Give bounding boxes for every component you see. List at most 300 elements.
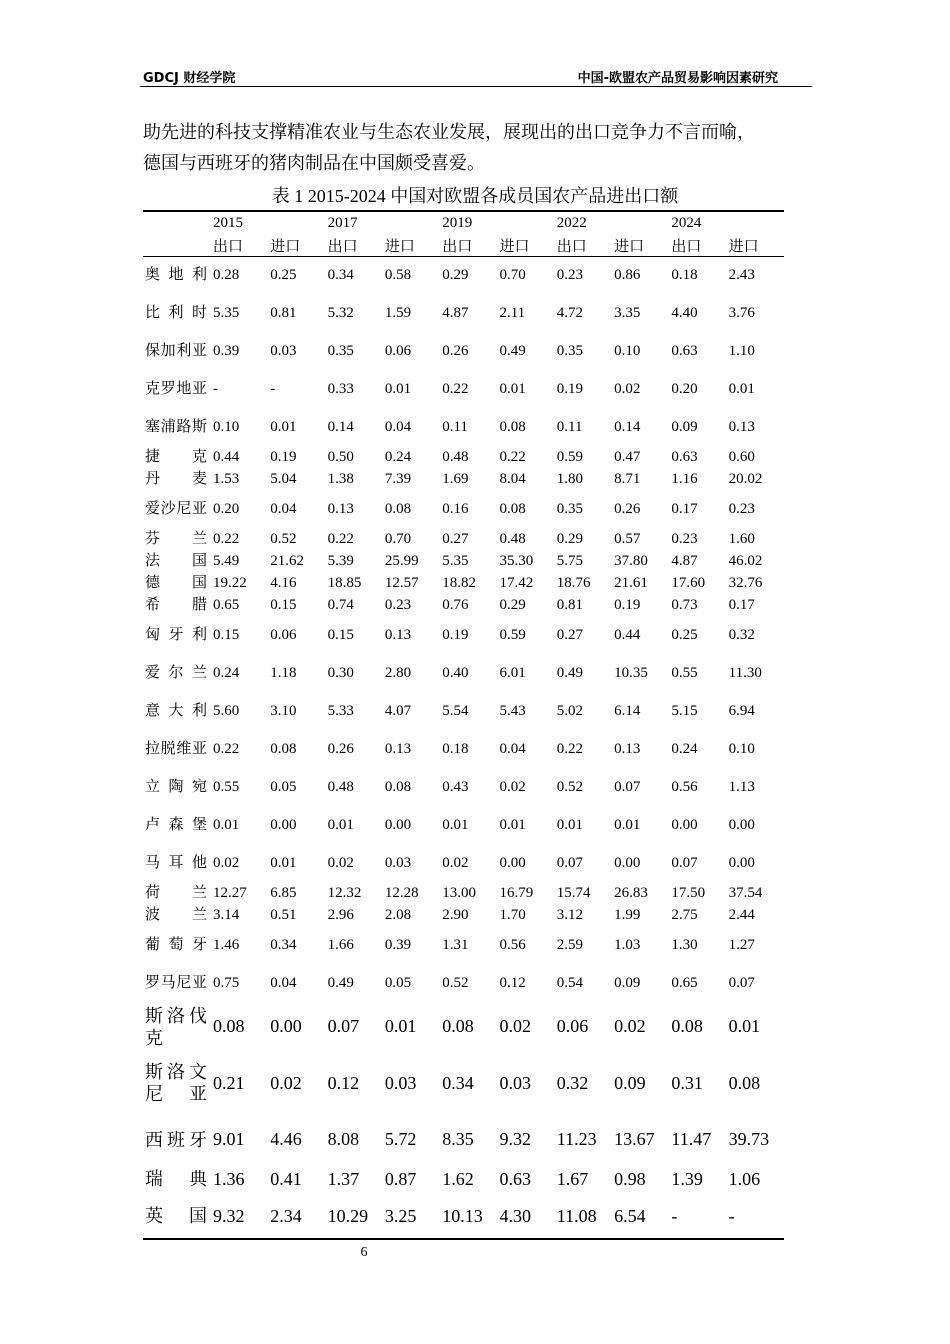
export-value: 0.01	[213, 817, 240, 833]
table-row	[143, 769, 784, 807]
export-header: 出口	[211, 234, 268, 257]
export-value: 8.35	[442, 1129, 474, 1149]
export-value: 0.21	[213, 1072, 245, 1093]
export-value: 0.30	[327, 665, 354, 681]
table-row	[143, 1051, 784, 1116]
export-value: 1.38	[327, 471, 354, 487]
import-value: 0.05	[270, 779, 297, 795]
export-value: 0.07	[671, 855, 698, 871]
country-name: 意大利	[145, 703, 207, 719]
import-value: 0.04	[270, 975, 297, 991]
country-name: 丹麦	[145, 471, 207, 487]
import-value: 16.79	[499, 885, 534, 901]
import-value: 0.81	[270, 305, 297, 321]
body-paragraph	[143, 117, 813, 179]
import-value: 0.10	[728, 741, 755, 757]
export-value: 0.26	[327, 741, 354, 757]
export-value: 15.74	[556, 885, 591, 901]
import-value: 35.30	[499, 553, 534, 569]
export-value: 0.24	[213, 665, 240, 681]
export-value: 18.85	[327, 575, 362, 591]
export-value: 0.25	[671, 627, 698, 643]
import-value: 0.14	[614, 419, 641, 435]
export-value: 0.08	[442, 1016, 474, 1036]
import-value: 0.70	[384, 531, 412, 547]
export-value: 0.56	[671, 779, 698, 795]
import-value: 0.00	[270, 1016, 302, 1036]
import-value: 0.09	[614, 1072, 646, 1093]
import-value: 1.27	[728, 937, 755, 953]
export-value: 3.14	[213, 907, 240, 923]
import-value: 1.60	[728, 531, 755, 547]
import-value: 0.01	[270, 855, 297, 871]
export-value: 5.54	[442, 703, 469, 719]
export-value: 0.34	[327, 267, 354, 284]
export-value: 2.59	[556, 937, 584, 953]
table-row	[143, 655, 784, 693]
import-value: 17.42	[499, 575, 534, 591]
export-value: 10.13	[440, 1195, 497, 1239]
import-value: 0.47	[614, 449, 641, 465]
country-name: 拉脱维亚	[145, 741, 207, 757]
export-value: 0.22	[213, 531, 240, 547]
import-value: 0.01	[270, 419, 297, 435]
import-value: 4.46	[270, 1129, 302, 1149]
year-header: 2017	[326, 211, 441, 234]
export-value: 0.06	[556, 1016, 589, 1036]
export-value: 2.90	[442, 907, 469, 923]
import-value: 0.25	[270, 267, 297, 284]
import-value: 0.04	[384, 419, 412, 435]
import-value: 1.18	[270, 665, 297, 681]
import-value: 0.59	[499, 627, 526, 643]
export-value: 0.01	[556, 817, 584, 833]
export-value: 11.47	[671, 1129, 712, 1149]
table-row	[143, 333, 784, 371]
export-value: 0.15	[213, 627, 240, 643]
table-row	[143, 965, 784, 1003]
import-value: 0.00	[728, 855, 755, 871]
export-value: 0.02	[213, 855, 240, 871]
export-value: 0.32	[556, 1072, 589, 1093]
import-value: 7.39	[384, 471, 412, 487]
import-value: 3.35	[614, 305, 641, 321]
export-value: 0.31	[671, 1072, 703, 1093]
import-value: 37.54	[728, 885, 763, 901]
export-value: 0.50	[327, 449, 354, 465]
import-value: 0.03	[384, 855, 412, 871]
import-header: 进口	[612, 234, 669, 257]
year-header: 2019	[440, 211, 555, 234]
import-value: 0.04	[499, 741, 526, 757]
year-header: 2022	[555, 211, 670, 234]
export-value: 11.23	[556, 1129, 597, 1149]
export-value: 0.19	[556, 381, 584, 397]
export-value: 0.33	[327, 381, 354, 397]
export-value: 0.63	[671, 343, 698, 359]
import-value: 0.13	[728, 419, 755, 435]
country-name: 卢森堡	[145, 817, 207, 833]
import-value: 6.85	[270, 885, 297, 901]
export-value: 0.14	[327, 419, 354, 435]
export-value: 0.24	[671, 741, 698, 757]
import-value: 6.01	[499, 665, 526, 681]
export-value: 0.07	[327, 1016, 360, 1036]
import-value: 0.19	[614, 597, 641, 613]
table-row	[143, 529, 784, 551]
export-value: 1.66	[327, 937, 354, 953]
export-value: 2.75	[671, 907, 698, 923]
export-value: 0.07	[556, 855, 584, 871]
import-header: 进口	[497, 234, 554, 257]
import-value: 12.57	[384, 575, 419, 591]
import-value: 2.34	[268, 1195, 325, 1239]
import-value: 4.07	[384, 703, 412, 719]
export-value: 0.52	[556, 779, 584, 795]
table-caption: 表 1 2015-2024 中国对欧盟各成员国农产品进出口额	[271, 186, 679, 206]
country-name: 克罗地亚	[145, 381, 207, 397]
export-value: 1.37	[327, 1168, 360, 1189]
import-value: 0.03	[499, 1072, 531, 1093]
import-value: -	[727, 1195, 784, 1239]
import-value: 0.02	[499, 1016, 531, 1036]
import-value: 0.06	[384, 343, 412, 359]
import-value: 1.70	[499, 907, 526, 923]
export-value: 1.31	[442, 937, 469, 953]
export-value: 5.02	[556, 703, 584, 719]
import-value: 0.05	[384, 975, 412, 991]
export-value: 19.22	[213, 575, 247, 591]
export-value: 0.20	[671, 381, 698, 397]
table-row	[143, 883, 784, 905]
import-value: 1.10	[728, 343, 755, 359]
export-value: 0.48	[327, 779, 354, 795]
country-name: 爱沙尼亚	[145, 501, 207, 517]
export-value: 0.22	[213, 741, 240, 757]
export-value: 0.73	[671, 597, 698, 613]
export-value: 0.08	[213, 1016, 245, 1036]
import-value: 0.01	[499, 817, 526, 833]
import-value: 0.07	[728, 975, 755, 991]
export-value: 0.11	[556, 419, 583, 435]
export-value: 0.27	[556, 627, 584, 643]
import-value: 0.13	[384, 741, 412, 757]
import-value: 0.06	[270, 627, 297, 643]
export-value: 8.08	[327, 1129, 360, 1149]
import-value: 0.00	[614, 855, 641, 871]
import-value: 0.19	[270, 449, 297, 465]
country-name: 英国	[143, 1195, 211, 1239]
import-value: 0.86	[614, 267, 641, 284]
import-value: 0.07	[614, 779, 641, 795]
import-value: 20.02	[728, 471, 763, 487]
import-value: 9.32	[499, 1129, 531, 1149]
import-value: 10.35	[614, 665, 648, 681]
import-value: 0.04	[270, 501, 297, 517]
table-row	[143, 845, 784, 883]
import-value: 12.28	[384, 885, 419, 901]
country-name: 法国	[145, 553, 207, 569]
export-value: 12.32	[327, 885, 362, 901]
export-value: 0.20	[213, 501, 240, 517]
import-value: 1.06	[728, 1168, 761, 1189]
import-value: 3.10	[270, 703, 297, 719]
import-value: 0.48	[499, 531, 526, 547]
export-value: 0.22	[442, 381, 469, 397]
import-value: 0.44	[614, 627, 641, 643]
export-value: 5.32	[327, 305, 354, 321]
table-row	[143, 295, 784, 333]
import-value: 0.02	[614, 1016, 646, 1036]
import-value: 0.56	[499, 937, 526, 953]
export-value: 0.34	[442, 1072, 474, 1093]
import-value: 25.99	[384, 553, 419, 569]
export-value: 0.35	[327, 343, 354, 359]
import-value: 0.01	[384, 381, 412, 397]
export-value: 0.10	[213, 419, 240, 435]
export-value: 3.12	[556, 907, 584, 923]
import-header: 进口	[727, 234, 784, 257]
import-value: 0.02	[270, 1072, 302, 1093]
subheader-row	[143, 234, 784, 257]
country-name: 芬兰	[145, 531, 207, 547]
export-value: 17.60	[671, 575, 706, 591]
country-name: 爱尔兰	[145, 665, 207, 681]
export-value: 1.67	[556, 1168, 589, 1189]
import-value: 0.51	[270, 907, 297, 923]
table-row	[143, 491, 784, 529]
import-value: 0.02	[499, 779, 526, 795]
import-value: 1.13	[728, 779, 755, 795]
export-value: 0.75	[213, 975, 240, 991]
table-row	[143, 1164, 784, 1195]
import-value: 0.49	[499, 343, 526, 359]
table-row	[143, 693, 784, 731]
export-value: 0.74	[327, 597, 354, 613]
export-value: 0.29	[556, 531, 584, 547]
import-value: 37.80	[614, 553, 648, 569]
import-value: 2.43	[728, 267, 755, 284]
import-value: 13.67	[614, 1129, 655, 1149]
import-value: 0.41	[270, 1168, 302, 1189]
export-value: -	[213, 381, 218, 397]
import-value: 0.10	[614, 343, 641, 359]
import-value: 0.23	[384, 597, 412, 613]
export-value: 0.22	[556, 741, 584, 757]
import-value: 0.12	[499, 975, 526, 991]
export-value: 0.63	[671, 449, 698, 465]
export-value: 0.23	[556, 267, 584, 284]
export-value: 1.16	[671, 471, 698, 487]
export-value: 5.15	[671, 703, 698, 719]
import-value: 26.83	[614, 885, 648, 901]
export-value: 0.01	[442, 817, 469, 833]
export-value: 0.11	[442, 419, 468, 435]
import-value: 1.59	[384, 305, 412, 321]
import-value: 0.29	[499, 597, 526, 613]
import-header: 进口	[268, 234, 325, 257]
import-value: 0.08	[499, 419, 526, 435]
import-value: 6.14	[614, 703, 641, 719]
country-name: 波兰	[145, 907, 207, 923]
import-value: 2.80	[384, 665, 412, 681]
import-value: 4.30	[497, 1195, 554, 1239]
header-right: 中国-欧盟农产品贸易影响因素研究	[577, 71, 778, 86]
country-name: 葡萄牙	[145, 937, 207, 953]
import-value: 0.13	[614, 741, 641, 757]
export-value: 0.55	[671, 665, 698, 681]
export-value: 4.40	[671, 305, 698, 321]
export-value: 0.43	[442, 779, 469, 795]
table-row	[143, 617, 784, 655]
export-value: 5.49	[213, 553, 240, 569]
import-value: 0.00	[270, 817, 297, 833]
import-value: -	[270, 381, 276, 397]
import-value: 0.15	[270, 597, 297, 613]
import-value: 2.11	[499, 305, 526, 321]
export-value: 0.65	[671, 975, 698, 991]
export-value: 1.39	[671, 1168, 703, 1189]
table-row	[143, 469, 784, 491]
export-value: 0.02	[327, 855, 354, 871]
export-value: 0.76	[442, 597, 469, 613]
country-name: 比利时	[145, 305, 207, 321]
import-value: 0.26	[614, 501, 641, 517]
export-value: 18.76	[556, 575, 591, 591]
export-value: 5.75	[556, 553, 584, 569]
import-value: 6.54	[612, 1195, 669, 1239]
country-name: 捷克	[145, 449, 207, 465]
export-value: 1.69	[442, 471, 469, 487]
import-value: 21.62	[270, 553, 305, 569]
export-value: 1.62	[442, 1168, 474, 1189]
import-value: 0.01	[499, 381, 526, 397]
body-line-1: 助先进的科技支撑精准农业与生态农业发展，展现出的出口竞争力不言而喻，	[143, 122, 755, 143]
import-value: 0.00	[499, 855, 526, 871]
import-value: 0.01	[384, 1016, 417, 1036]
table-row	[143, 1195, 784, 1239]
import-value: 0.24	[384, 449, 412, 465]
export-value: 1.36	[213, 1168, 245, 1189]
export-value: 9.01	[213, 1129, 245, 1149]
table-row	[143, 905, 784, 927]
export-header: 出口	[555, 234, 612, 257]
export-value: 10.29	[326, 1195, 383, 1239]
export-value: -	[669, 1195, 726, 1239]
export-value: 0.16	[442, 501, 469, 517]
table-row	[143, 1116, 784, 1164]
table-row	[143, 257, 784, 295]
export-value: 0.15	[327, 627, 354, 643]
export-value: 0.52	[442, 975, 469, 991]
import-value: 11.30	[728, 665, 762, 681]
export-value: 0.39	[213, 343, 240, 359]
export-value: 13.00	[442, 885, 476, 901]
table-row	[143, 447, 784, 469]
import-value: 0.63	[499, 1168, 531, 1189]
export-value: 2.96	[327, 907, 354, 923]
export-value: 0.54	[556, 975, 584, 991]
export-value: 0.00	[671, 817, 698, 833]
import-value: 0.13	[384, 627, 412, 643]
export-value: 0.08	[671, 1016, 703, 1036]
corner-cell	[143, 211, 211, 234]
import-value: 0.01	[728, 381, 755, 397]
import-value: 0.17	[728, 597, 755, 613]
import-value: 5.04	[270, 471, 297, 487]
export-value: 0.49	[556, 665, 584, 681]
import-value: 0.57	[614, 531, 641, 547]
export-value: 1.30	[671, 937, 698, 953]
import-value: 0.01	[728, 1016, 761, 1036]
country-name: 西班牙	[145, 1129, 207, 1150]
import-value: 0.03	[384, 1072, 417, 1093]
export-value: 17.50	[671, 885, 706, 901]
import-value: 39.73	[728, 1129, 770, 1149]
import-value: 0.08	[384, 779, 412, 795]
country-name: 匈牙利	[145, 627, 207, 643]
table-row	[143, 409, 784, 447]
export-value: 0.12	[327, 1072, 360, 1093]
header-rule	[140, 86, 812, 87]
import-value: 3.25	[383, 1195, 440, 1239]
import-value: 0.60	[728, 449, 755, 465]
country-name: 保加利亚	[145, 343, 207, 359]
export-value: 1.46	[213, 937, 240, 953]
table-row	[143, 595, 784, 617]
country-name: 塞浦路斯	[145, 419, 207, 435]
table-row	[143, 551, 784, 573]
export-value: 0.09	[671, 419, 698, 435]
country-name: 奥地利	[145, 267, 207, 284]
import-value: 5.72	[384, 1129, 417, 1149]
table-row	[143, 807, 784, 845]
import-value: 0.32	[728, 627, 755, 643]
year-header-row	[143, 211, 784, 234]
export-value: 9.32	[211, 1195, 268, 1239]
export-value: 0.26	[442, 343, 469, 359]
import-value: 2.08	[384, 907, 412, 923]
import-value: 1.99	[614, 907, 641, 923]
export-value: 0.22	[327, 531, 354, 547]
import-value: 0.03	[270, 343, 297, 359]
import-value: 0.22	[499, 449, 526, 465]
import-value: 0.58	[384, 267, 412, 284]
import-value: 0.98	[614, 1168, 646, 1189]
import-value: 32.76	[728, 575, 763, 591]
table-row	[143, 1003, 784, 1051]
export-value: 4.87	[442, 305, 469, 321]
export-header: 出口	[326, 234, 383, 257]
export-value: 5.39	[327, 553, 354, 569]
import-value: 1.03	[614, 937, 641, 953]
import-value: 46.02	[728, 553, 763, 569]
import-value: 0.00	[384, 817, 412, 833]
export-value: 0.48	[442, 449, 469, 465]
import-value: 0.08	[384, 501, 412, 517]
export-value: 0.02	[442, 855, 469, 871]
country-name: 瑞典	[145, 1169, 207, 1189]
import-value: 0.08	[728, 1072, 761, 1093]
import-value: 2.44	[728, 907, 755, 923]
import-value: 4.16	[270, 575, 297, 591]
import-value: 5.43	[499, 703, 526, 719]
year-header: 2024	[669, 211, 784, 234]
country-name: 斯洛文尼亚	[145, 1062, 207, 1104]
import-value: 8.04	[499, 471, 526, 487]
import-value: 0.87	[384, 1168, 417, 1189]
export-value: 5.35	[442, 553, 469, 569]
